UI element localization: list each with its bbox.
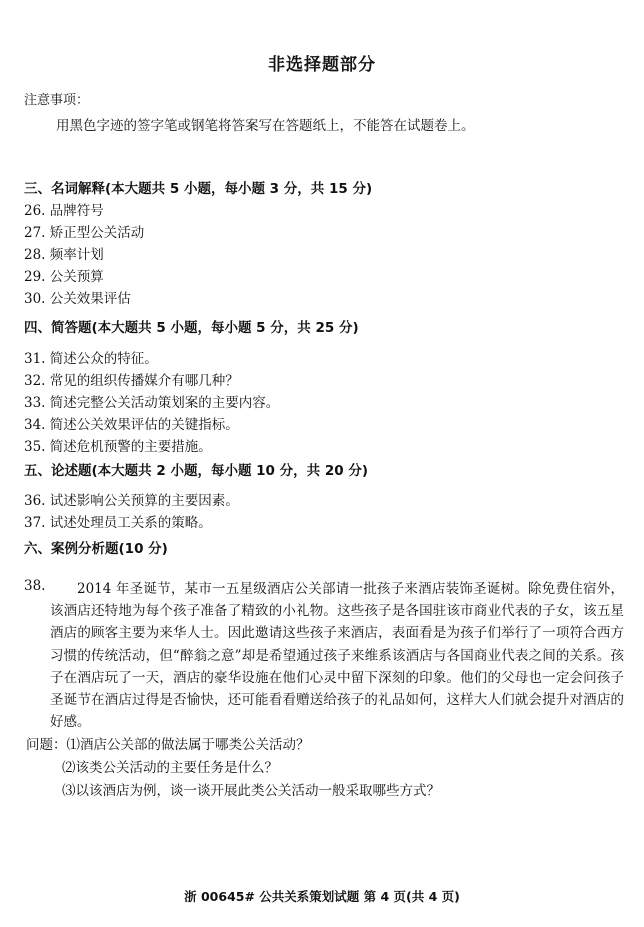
question-item: 29. 公关预算 <box>24 269 104 285</box>
question-item: 32. 常见的组织传播媒介有哪几种？ <box>24 373 239 389</box>
case-body: 2014 年圣诞节，某市一五星级酒店公关部请一批孩子来酒店装饰圣诞树。除免费住宿外，该酒店还特地为每个孩子准备了精致的小礼物。这些孩子是各国驻该市商业代表的子女，该五星酒店的顾客主要为来华人士。因此邀请这些孩子来酒店，表面看是为孩子们举行了一项符合西方习惯的传统活动，但“醉翁之意”却是希望通过孩子来维系该酒店与各国商业代表之间的关系。孩子在酒店玩了一天，酒店的豪华设施在他们心灵中留下深刻的印象。他们的父母也一定会问孩子圣诞节在酒店过得是否愉快，还可能看看赠送给孩子的礼品如何，这样大人们就会提升对酒店的好感。 <box>50 581 624 731</box>
section-heading-case: 六、案例分析题(10 分) <box>24 541 168 557</box>
question-item: 37. 试述处理员工关系的策略。 <box>24 515 212 531</box>
case-question-line: 问题：⑴酒店公关部的做法属于哪类公关活动？ <box>26 737 310 753</box>
page-title: 非选择题部分 <box>268 55 376 75</box>
case-number: 38. <box>24 578 46 594</box>
question-item: 28. 频率计划 <box>24 247 104 263</box>
section-heading-terms: 三、名词解释(本大题共 5 小题，每小题 3 分，共 15 分) <box>24 181 373 197</box>
question-item: 30. 公关效果评估 <box>24 291 131 307</box>
case-sub-question: ⑵该类公关活动的主要任务是什么？ <box>62 760 278 776</box>
section-heading-short-answer: 四、简答题(本大题共 5 小题，每小题 5 分，共 25 分) <box>24 320 359 336</box>
case-sub-question: ⑶以该酒店为例，谈一谈开展此类公关活动一般采取哪些方式？ <box>62 783 440 799</box>
question-item: 34. 简述公关效果评估的关键指标。 <box>24 417 239 433</box>
question-item: 33. 简述完整公关活动策划案的主要内容。 <box>24 395 280 411</box>
question-item: 36. 试述影响公关预算的主要因素。 <box>24 493 239 509</box>
question-item: 27. 矫正型公关活动 <box>24 225 145 241</box>
section-heading-essay: 五、论述题(本大题共 2 小题，每小题 10 分，共 20 分) <box>24 463 369 479</box>
page-footer: 浙 00645# 公共关系策划试题 第 4 页(共 4 页) <box>184 889 460 904</box>
question-item: 31. 简述公众的特征。 <box>24 351 158 367</box>
notice-label: 注意事项： <box>24 93 90 108</box>
notice-text: 用黑色字迹的签字笔或钢笔将答案写在答题纸上，不能答在试题卷上。 <box>56 118 475 134</box>
question-item: 35. 简述危机预警的主要措施。 <box>24 439 212 455</box>
question-item: 26. 品牌符号 <box>24 203 104 219</box>
